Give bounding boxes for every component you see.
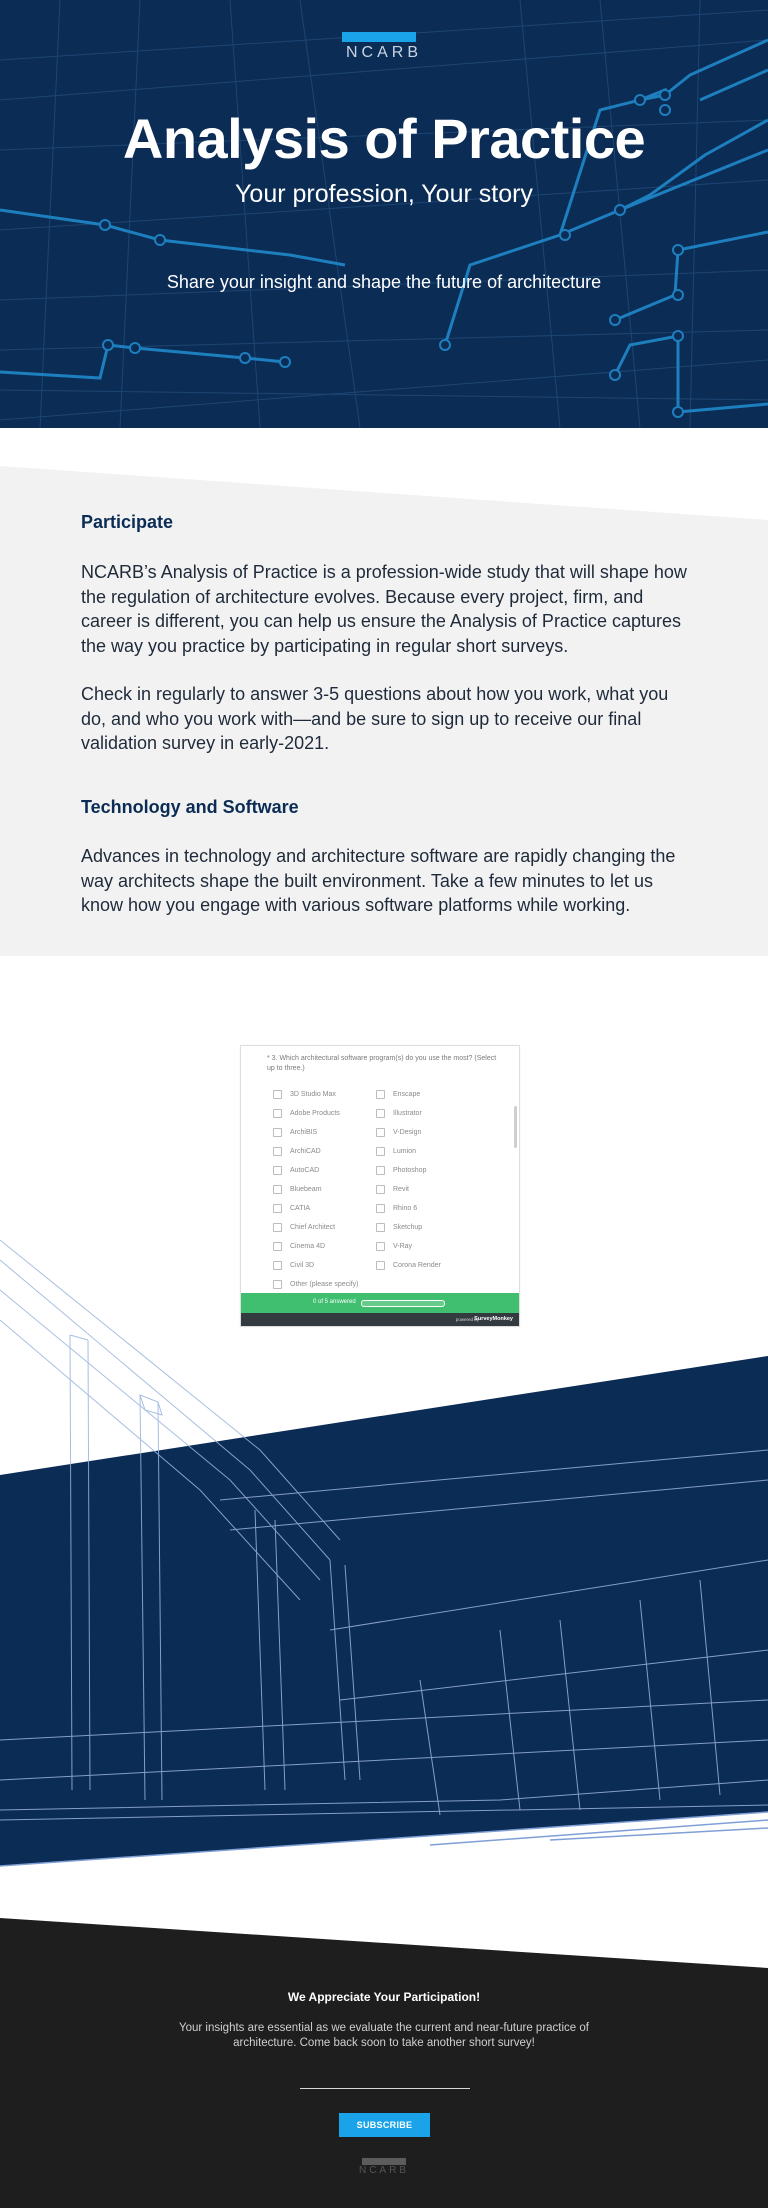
survey-option[interactable]: Adobe Products	[273, 1107, 340, 1119]
survey-scrollbar[interactable]	[514, 1106, 517, 1148]
checkbox[interactable]	[273, 1242, 282, 1251]
hero-subtitle: Your profession, Your story	[235, 180, 533, 208]
survey-option-other[interactable]: Other (please specify)	[273, 1278, 358, 1290]
survey-option[interactable]: V-Design	[376, 1126, 421, 1138]
checkbox[interactable]	[273, 1204, 282, 1213]
hero-tagline: Share your insight and shape the future of architecture	[166, 272, 602, 292]
survey-question: * 3. Which architectural software program(s) do you use the most? (Select up to three.)	[267, 1055, 497, 1072]
survey-embed	[240, 1045, 520, 1327]
ncarb-logo[interactable]: NCARB	[345, 44, 422, 61]
survey-option[interactable]: V-Ray	[376, 1240, 412, 1252]
checkbox[interactable]	[376, 1223, 385, 1232]
checkbox[interactable]	[273, 1280, 282, 1289]
survey-option[interactable]: Illustrator	[376, 1107, 422, 1119]
checkbox[interactable]	[376, 1128, 385, 1137]
survey-option[interactable]: Sketchup	[376, 1221, 422, 1233]
checkbox[interactable]	[376, 1166, 385, 1175]
subscribe-button[interactable]: SUBSCRIBE	[339, 2113, 430, 2137]
survey-option[interactable]: Chief Architect	[273, 1221, 335, 1233]
checkbox[interactable]	[273, 1147, 282, 1156]
footer-body: Your insights are essential as we evaluate the current and near-future practice of architecture. Come back soon to take another short survey!	[179, 2022, 589, 2049]
survey-option[interactable]: 3D Studio Max	[273, 1088, 336, 1100]
progress-bar	[361, 1300, 445, 1307]
surveymonkey-footer	[241, 1313, 519, 1326]
circuit-lines-illustration	[0, 0, 768, 428]
survey-progress	[241, 1293, 519, 1313]
survey-option[interactable]: AutoCAD	[273, 1164, 319, 1176]
progress-text: 0 of 5 answered	[313, 1299, 356, 1305]
page-title: Analysis of Practice	[122, 107, 646, 170]
survey-option[interactable]: Photoshop	[376, 1164, 426, 1176]
footer-logo[interactable]: NCARB	[358, 2165, 409, 2176]
email-input-underline[interactable]	[300, 2088, 470, 2089]
checkbox[interactable]	[376, 1261, 385, 1270]
checkbox[interactable]	[273, 1090, 282, 1099]
hero-banner	[0, 0, 768, 428]
checkbox[interactable]	[376, 1147, 385, 1156]
checkbox[interactable]	[376, 1185, 385, 1194]
checkbox[interactable]	[376, 1204, 385, 1213]
survey-option[interactable]: Cinema 4D	[273, 1240, 325, 1252]
ncarb-logo-bar	[342, 32, 416, 42]
technology-paragraph: Advances in technology and architecture software are rapidly changing the way architects shape the built environment. Take a few minutes to let us know how you engage with various software platforms while working.	[81, 846, 676, 915]
survey-option[interactable]: Rhino 6	[376, 1202, 417, 1214]
checkbox[interactable]	[273, 1261, 282, 1270]
powered-by-text: powered by	[455, 1317, 479, 1322]
surveymonkey-logo[interactable]: SurveyMonkey	[474, 1316, 513, 1322]
survey-option[interactable]: ArchiCAD	[273, 1145, 321, 1157]
survey-option[interactable]: Revit	[376, 1183, 409, 1195]
checkbox[interactable]	[273, 1166, 282, 1175]
participate-paragraph-2: Check in regularly to answer 3-5 questions about how you work, what you do, and who you work with—and be sure to sign up to receive our final validation survey in early-2021.	[81, 684, 669, 753]
survey-option[interactable]: CATIA	[273, 1202, 310, 1214]
checkbox[interactable]	[376, 1090, 385, 1099]
participate-paragraph-1: NCARB’s Analysis of Practice is a profession-wide study that will shape how the regulation of architecture evolves. Because every project, firm, and career is different, you can help us ensure the Analysis of Practice captures the way you practice by participating in regular short surveys.	[81, 562, 687, 656]
checkbox[interactable]	[273, 1223, 282, 1232]
checkbox[interactable]	[376, 1109, 385, 1118]
survey-option[interactable]: Civil 3D	[273, 1259, 314, 1271]
footer-logo-bar	[362, 2158, 406, 2165]
checkbox[interactable]	[273, 1109, 282, 1118]
technology-heading: Technology and Software	[81, 797, 299, 817]
survey-option[interactable]: Lumion	[376, 1145, 416, 1157]
checkbox[interactable]	[273, 1185, 282, 1194]
participate-heading: Participate	[81, 512, 174, 532]
checkbox[interactable]	[376, 1242, 385, 1251]
survey-option[interactable]: Corona Render	[376, 1259, 441, 1271]
survey-option[interactable]: Bluebeam	[273, 1183, 322, 1195]
survey-option[interactable]: ArchiBIS	[273, 1126, 317, 1138]
footer-title: We Appreciate Your Participation!	[287, 1990, 481, 2004]
survey-option[interactable]: Enscape	[376, 1088, 420, 1100]
checkbox[interactable]	[273, 1128, 282, 1137]
